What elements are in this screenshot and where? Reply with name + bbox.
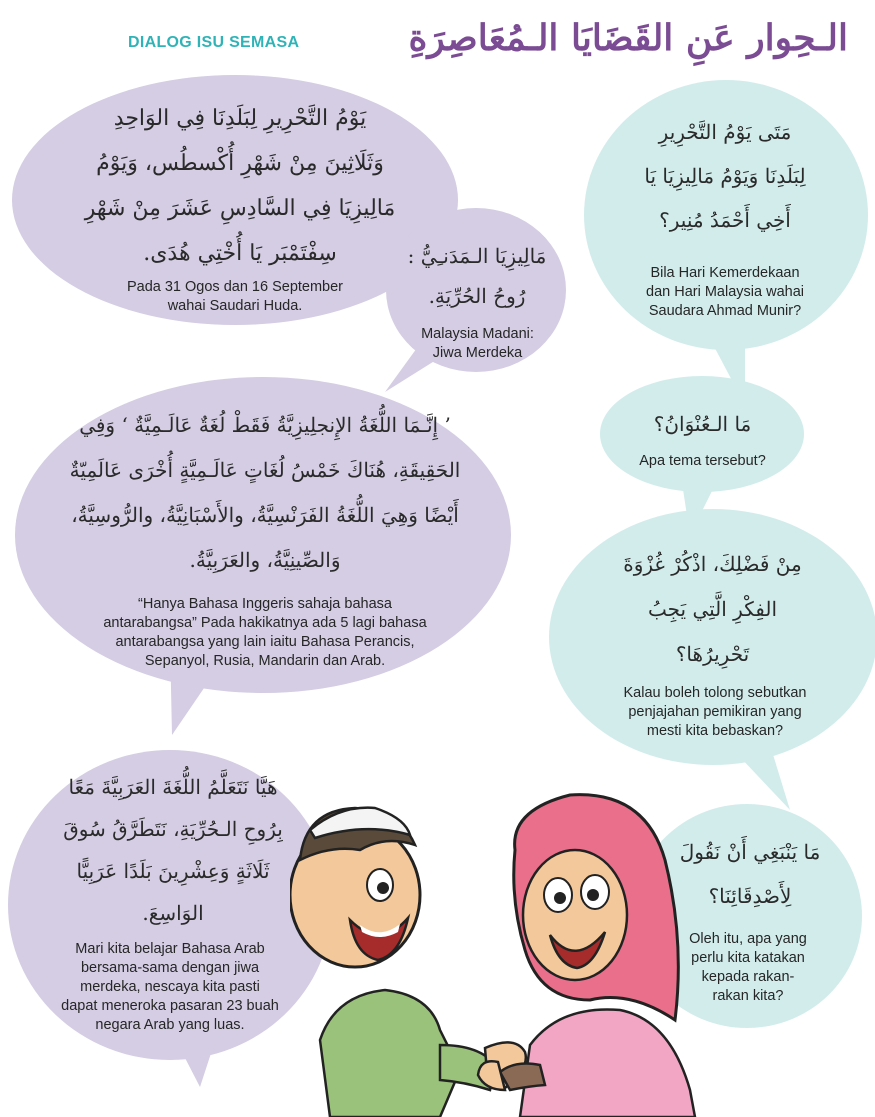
bubble-5-malay-line: “Hanya Bahasa Inggeris sahaja bahasa [138, 596, 392, 612]
bubble-3-arabic [600, 110, 850, 242]
bubble-3-arabic-line: مَتَى يَوْمُ التَّحْرِيرِ [658, 120, 792, 144]
bubble-8-arabic-line: مَا يَنْبَغِي أَنْ نَقُولَ [679, 840, 821, 864]
bubble-1-malay-line: wahai Saudari Huda. [167, 298, 303, 314]
bubble-5-arabic-line: أَيْضًا وَهِيَ اللُّغَةُ الفَرَنْسِيَّةُ، والأَسْبَانِيَّةُ، والرُّوسِيَّةُ، [71, 503, 459, 527]
bubble-1-arabic-line: يَوْمُ التَّحْرِيرِ لِبَلَدِنَا فِي الوَاحِدِ [113, 106, 367, 131]
bubble-4-malay [615, 452, 790, 471]
bubble-6-arabic-line: تَحْرِيرُهَا؟ [675, 642, 750, 666]
bubble-5-malay-line: antarabangsa yang lain iaitu Bahasa Perancis, [115, 634, 415, 650]
bubble-1-malay-line: Pada 31 Ogos dan 16 September [126, 279, 344, 295]
bubble-7-malay-line: Mari kita belajar Bahasa Arab [75, 941, 265, 957]
bubble-7-arabic-line: ثَلَاثَةٍ وَعِشْرِينَ بَلَدًا عَرَبِيًّا [76, 859, 270, 883]
bubble-5-malay [60, 595, 470, 671]
bubble-6-malay-line: Kalau boleh tolong sebutkan [623, 685, 807, 701]
bubble-8-arabic [650, 830, 850, 918]
bubble-7-arabic-line: هَيَّا نَتَعَلَّمُ اللُّغَةَ العَرَبِيَّةَ مَعًا [68, 775, 278, 799]
bubble-2-malay-line: Malaysia Madani: [421, 326, 534, 342]
page-title: الـحِوار عَنِ القَضَايَا الـمُعَاصِرَةِ [408, 17, 848, 59]
bubble-1-arabic-line: مَالِيزِيَا فِي السَّادِسِ عَشَرَ مِنْ شَهْرِ [84, 196, 396, 221]
bubble-1-arabic-line: سِفْتَمْبَر يَا أُخْتِي هُدَى. [143, 241, 337, 266]
bubble-7-malay-line: merdeka, nescaya kita pasti [80, 979, 260, 995]
bubble-1-arabic-line: وَثَلَاثِينَ مِنْ شَهْرِ أُكْسطُس، وَيَوْمُ [96, 151, 384, 176]
bubble-4-arabic [615, 404, 790, 444]
bubble-2-malay-line: Jiwa Merdeka [432, 345, 523, 361]
bubble-8-malay-line: perlu kita katakan [691, 950, 805, 966]
bubble-8-malay [668, 930, 828, 1006]
bubble-1-malay [70, 278, 400, 316]
bubble-6-malay-line: mesti kita bebaskan? [646, 723, 784, 739]
bubble-2-arabic-line: مَالِيزِيَا الـمَدَنـِيُّ : [407, 244, 547, 268]
bubble-3-malay [615, 264, 835, 321]
bubble-6-arabic-line: الفِكْرِ الَّتِي يَجِبُ [647, 597, 778, 621]
bubble-3-malay-line: dan Hari Malaysia wahai [646, 284, 804, 300]
bubble-6-arabic [575, 542, 850, 677]
bubble-3-malay-line: Bila Hari Kemerdekaan [650, 265, 800, 281]
bubble-7-malay-line: negara Arab yang luas. [95, 1017, 245, 1033]
bubble-6-malay [580, 684, 850, 741]
bubble-6-arabic-line: مِنْ فَضْلِكَ، اذْكُرْ غُزْوَةَ [623, 552, 802, 576]
bubble-3-arabic-line: أَخِي أَحْمَدُ مُنِير؟ [659, 208, 791, 232]
bubble-5-malay-line: Sepanyol, Rusia, Mandarin dan Arab. [144, 653, 386, 669]
bubble-5-arabic [30, 403, 500, 583]
bubble-4-malay-line: Apa tema tersebut? [639, 453, 766, 469]
bubble-2-malay [400, 325, 555, 363]
bubble-7-arabic-line: بِرُوحِ الـحُرِّيَةِ، نَتَطَرَّقُ سُوقَ [63, 817, 283, 841]
bubble-1-arabic [40, 96, 440, 276]
bubble-4-arabic-line: مَا الـعُنْوَانُ؟ [653, 412, 752, 436]
bubble-8-arabic-line: لِأَصْدِقَائِنَا؟ [708, 884, 792, 908]
bubble-5-arabic-line: وَالصِّينِيَّةُ، والعَرَبِيَّةُ. [189, 548, 341, 572]
bubble-6-malay-line: penjajahan pemikiran yang [628, 704, 802, 720]
bubble-3-malay-line: Saudara Ahmad Munir? [648, 303, 802, 319]
bubble-7-malay-line: dapat meneroka pasaran 23 buah [61, 998, 279, 1014]
bubble-5-arabic-line: ’ إِنَّـمَا اللُّغَةُ الإِنجلِيزِيَّةُ فَقَطْ لُغَةٌ عَالَـمِيَّةٌ ‘ وَفِي [79, 413, 451, 437]
bubble-8-malay-line: Oleh itu, apa yang [689, 931, 807, 947]
bubble-7-malay-line: bersama-sama dengan jiwa [80, 960, 260, 976]
bubble-5-malay-line: antarabangsa” Pada hakikatnya ada 5 lagi bahasa [103, 615, 427, 631]
bubble-7-arabic [28, 766, 318, 934]
bubble-8-malay-line: kepada rakan- [701, 969, 795, 985]
bubble-2-arabic [392, 236, 562, 316]
bubble-3-arabic-line: لِبَلَدِنَا وَيَوْمُ مَالِيزِيَا يَا [644, 164, 806, 188]
bubble-8-malay-line: rakan kita? [712, 988, 784, 1004]
bubble-2-arabic-line: رُوحُ الحُرِّيَةِ. [428, 284, 526, 308]
bubble-7-arabic-line: الوَاسِعَ. [142, 901, 204, 925]
bubble-5-arabic-line: الحَقِيقَةِ، هُنَاكَ خَمْسُ لُغَاتٍ عَالَـمِيَّةٍ أُخْرَى عَالَمِيّةٌ [69, 458, 461, 482]
section-tag: DIALOG ISU SEMASA [128, 34, 300, 51]
bubble-7-malay [40, 940, 300, 1035]
